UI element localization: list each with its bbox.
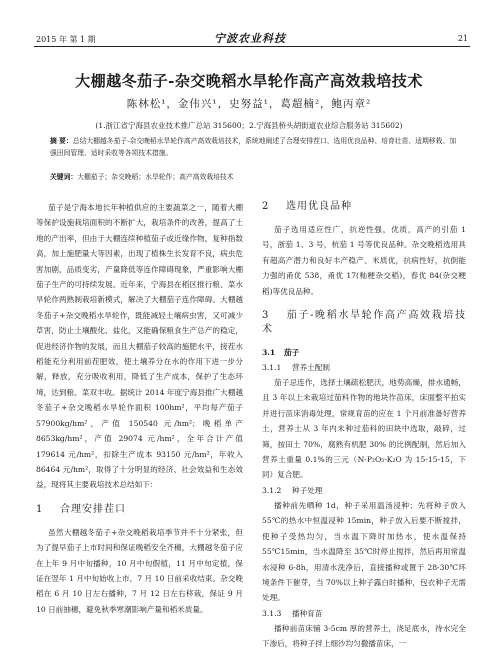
subsubsection-number: 3.1.3 (262, 608, 282, 618)
keywords (50, 172, 456, 183)
subsubsection-number: 3.1.2 (262, 485, 282, 495)
abstract-text: 总结大棚越冬茄子-杂交晚稻水旱轮作高产高效栽培技术，系统地阐述了合理安排茬口、选用优良品种、培育壮苗、适期移栽、加强田间管理、适时采收等各项技术措施。 (50, 137, 456, 157)
section-heading (262, 200, 466, 214)
issue-label: 2015 年 第 1 期 (36, 35, 96, 44)
article-title: 大棚越冬茄子-杂交晚稻水旱轮作高产高效栽培技术 (75, 72, 423, 90)
subsection-number: 3.1 (262, 348, 276, 358)
section-number: 1 (36, 503, 44, 515)
section-heading (36, 503, 243, 517)
affiliation: (1.浙江省宁海县农业技术推广总站 315600；2.宁海县桥头胡街道农业综合服务站 315602) (95, 121, 403, 130)
subsection-paragraph: 茄子忌连作，选择土壤疏松肥沃，地势高燥，排水通畅，且 3 年以上未栽培过茄科作物的地块作苗床，床面整平拍实并进行苗床消毒处理，常规育苗的应在 1 个月前准备好营养土，营养土从 3 年内未种过茄科的田块中选取，敲碎，过筛，按田土 70%，腐熟有机肥 30% 的比例配制，然后加入营养土重量 0.1%的三元（N-P₂O₅-K₂O 为 15-15-15，下同）复合肥。 (262, 378, 466, 480)
section-title: 选用优良品种 (286, 201, 352, 212)
section-title: 合理安排茬口 (60, 503, 126, 515)
subsection-title: 茄子 (284, 348, 300, 358)
section-heading (262, 309, 466, 337)
left-column (36, 200, 243, 617)
subsubsection-heading (262, 606, 466, 621)
page-number: 21 (457, 34, 468, 43)
keywords-label: 关键词： (50, 173, 78, 181)
subsubsection-title: 种子处理 (292, 485, 323, 495)
section-number: 2 (262, 201, 270, 212)
subsection-paragraph: 播种前苗床铺 3-5cm 厚的营养土，浇足底水，待水完全下渗后，将种子拌上细沙均匀撒播苗床，一 (262, 623, 466, 649)
subsubsection-title: 营养土配制 (292, 363, 330, 373)
page-header (0, 0, 498, 46)
subsubsection-heading (262, 360, 466, 375)
abstract (50, 136, 456, 159)
section-paragraph: 茄子选用适应性广，抗逆性强，优质，高产的引茄 1 号，浙茄 1、3 号，杭茄 1 号等优良品种。杂交晚稻选用具有超高产潜力和良好丰产稳产、米质优，抗病性好，抗倒能力强的甬优 538，甬优 17(籼粳杂交稻)，春优 84(杂交粳稻)等优良品种。 (262, 225, 466, 296)
section-number: 3 (262, 310, 270, 322)
section-paragraph: 虽然大棚越冬茄子+杂交晚稻栽培季节并不十分紧张，但为了提早茄子上市时间和保证晚稻安全齐穗，大棚越冬茄子应在上年 9 月中旬播种，10 月中旬假植，11 月中旬定植，保证在翌年 1 月中旬始收上市，7 月 10 日前采收结束。杂交晚稻在 6 月 10 日左右播种，7 月 12 日左右移栽，保证 9 月 10 日前抽穗，避免秋季寒潮影响产量和稻米质量。 (36, 527, 243, 614)
subsubsection-title: 播种育苗 (292, 608, 323, 618)
author-list: 陈林松¹，金伟兴¹，史努益¹，葛超楠²，鲍丙章² (126, 98, 372, 110)
keywords-text: 大棚茄子；杂交晚稻；水旱轮作；高产高效栽培技术 (77, 173, 234, 181)
header-rule (34, 46, 470, 47)
abstract-label: 摘 要： (50, 137, 73, 145)
subsubsection-number: 3.1.1 (262, 363, 282, 373)
subsection-paragraph: 播种前先晒种 1d，种子采用温汤浸种；先将种子放入 55℃的热水中恒温浸种 15min，种子放入后要不断搅拌，使种子受热均匀，当水温下降时加热水，使水温保持 55℃15min，当水温降至 35℃时停止搅拌，然后再用常温水浸种 6-8h，用清水洗净后，直接播种或置于 28-30℃环境条件下催芽，当 70%以上种子露白时播种，包衣种子无需处理。 (262, 500, 466, 603)
journal-name: 宁波农业科技 (214, 32, 286, 45)
subsubsection-heading (262, 483, 466, 498)
intro-paragraph: 茄子是宁海本地长年种植供应的主要蔬菜之一，随着大棚等保护设施栽培面积的不断扩大，栽培条件的改善，提高了土地的产出率，但由于大棚连续种植茄子或近缘作物，复种指数高，加上施肥量大等因素，出现了植株生长发育不良，病虫危害加剧，品质变劣，产量降低等连作障碍现象，严重影响大棚茄子生产的可持续发展。近年来，宁海县在稻区推行粮、菜水旱轮作两熟制栽培新模式，解决了大棚茄子连作障碍。大棚越冬茄子+杂交晚稻水旱轮作，既能减轻土壤病虫害，又可减少草害，防止土壤酸化、盐化，又能确保粮食生产总产的稳定，促进经济作物的发展，而且大棚茄子较高的施肥水平，接茬水稻能充分利用前茬肥效，使土壤养分在水的作用下进一步分解，释放，充分吸收利用，降低了生产成本，保护了生态环境，达到粮、菜双丰收。据统计 2014 年度宁海县推广大棚越冬茄子+杂交晚稻水旱轮作面积 100hm²，平均每产茄子 57900kg/hm²，产值 150540 元/hm²；晚稻单产 8653kg/hm²，产值 29074 元/hm²，全年合计产值 179614 元/hm²，扣除生产成本 93150 元/hm²，年收入 86464 元/hm²，取得了十分明显的经济、社会效益和生态效益，现将其主要栽培技术总结如下： (36, 203, 243, 490)
right-column (262, 200, 466, 652)
section-title: 茄子-晚稻水旱轮作高产高效栽培技术 (262, 310, 466, 336)
subsection-heading (262, 345, 466, 360)
